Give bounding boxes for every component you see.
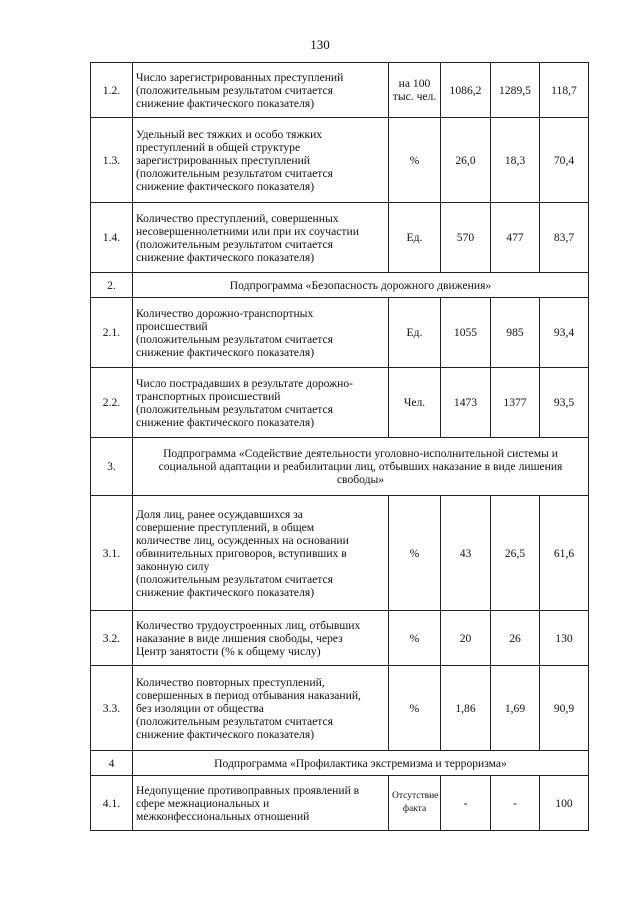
description-line: Количество трудоустроенных лиц, отбывших [136,618,361,632]
table-row [91,118,589,203]
unit-cell: Ед. [389,298,441,368]
row-number: 1.3. [91,118,133,203]
description-line: снижение фактического показателя) [136,96,315,110]
description-line: Удельный вес тяжких и особо тяжких [136,127,323,141]
planned-value: - [441,776,491,831]
description-line: зарегистрированных преступлений [136,153,310,167]
row-number: 3.1. [91,496,133,611]
description-line: Количество повторных преступлений, [136,675,325,689]
unit-cell: Чел. [389,368,441,438]
description-line: снижение фактического показателя) [136,727,315,741]
actual-value: 26 [491,611,540,666]
actual-value: - [491,776,540,831]
indicator-description [133,118,389,203]
table-row [91,496,589,611]
description-line: происшествий [136,319,208,333]
description-line: (положительным результатом считается [136,237,333,251]
row-number: 2.1. [91,298,133,368]
indicator-description [133,63,389,118]
description-line: преступлений в общей структуре [136,140,301,154]
section-row [91,273,589,298]
row-number: 4.1. [91,776,133,831]
description-line: снижение фактического показателя) [136,345,315,359]
description-line: (положительным результатом считается [136,332,333,346]
achievement-percent: 90,9 [540,666,589,751]
description-line: снижение фактического показателя) [136,250,315,264]
achievement-percent: 93,5 [540,368,589,438]
description-line: (положительным результатом считается [136,166,333,180]
section-title: Подпрограмма «Профилактика экстремизма и терроризма» [133,751,589,776]
unit-cell: на 100 тыс. чел. [389,63,441,118]
indicators-table-body [91,63,589,831]
indicator-description [133,666,389,751]
unit-cell: % [389,611,441,666]
unit-cell: Отсутствие факта [389,776,441,831]
section-title: Подпрограмма «Содействие деятельности уголовно-исполнительной системы и социальной адаптации и реабилитации лиц, отбывших наказание в виде лишения свободы» [133,438,589,496]
achievement-percent: 100 [540,776,589,831]
row-number: 1.2. [91,63,133,118]
indicator-description [133,368,389,438]
planned-value: 26,0 [441,118,491,203]
actual-value: 1289,5 [491,63,540,118]
description-line: Недопущение противоправных проявлений в [136,783,360,797]
description-line: законную силу [136,559,210,573]
description-line: снижение фактического показателя) [136,415,315,429]
description-line: совершенных в период отбывания наказаний, [136,688,361,702]
unit-cell: % [389,666,441,751]
table-row [91,368,589,438]
row-number: 3.2. [91,611,133,666]
planned-value: 1473 [441,368,491,438]
row-number: 4 [91,751,133,776]
row-number: 1.4. [91,203,133,273]
table-row [91,611,589,666]
description-line: обвинительных приговоров, вступивших в [136,546,347,560]
row-number: 2.2. [91,368,133,438]
section-row [91,438,589,496]
description-line: Количество преступлений, совершенных [136,211,339,225]
description-line: Доля лиц, ранее осуждавшихся за [136,507,303,521]
description-line: количестве лиц, осужденных на основании [136,533,349,547]
table-row [91,203,589,273]
achievement-percent: 83,7 [540,203,589,273]
description-line: снижение фактического показателя) [136,585,315,599]
unit-cell: % [389,118,441,203]
indicators-table [90,62,589,831]
description-line: без изоляции от общества [136,701,264,715]
planned-value: 1086,2 [441,63,491,118]
description-line: (положительным результатом считается [136,714,333,728]
achievement-percent: 93,4 [540,298,589,368]
table-row [91,666,589,751]
planned-value: 20 [441,611,491,666]
indicator-description [133,496,389,611]
achievement-percent: 70,4 [540,118,589,203]
section-title: Подпрограмма «Безопасность дорожного движения» [133,273,589,298]
indicator-description [133,298,389,368]
indicator-description [133,611,389,666]
description-line: Количество дорожно-транспортных [136,306,314,320]
page-number: 130 [310,37,330,52]
unit-cell: Ед. [389,203,441,273]
description-line: (положительным результатом считается [136,83,333,97]
planned-value: 1,86 [441,666,491,751]
planned-value: 1055 [441,298,491,368]
row-number: 3.3. [91,666,133,751]
description-line: межконфессиональных отношений [136,809,310,823]
description-line: (положительным результатом считается [136,572,333,586]
actual-value: 477 [491,203,540,273]
actual-value: 1377 [491,368,540,438]
achievement-percent: 118,7 [540,63,589,118]
description-line: Число пострадавших в результате дорожно- [136,376,354,390]
description-line: (положительным результатом считается [136,402,333,416]
table-row [91,776,589,831]
table-row [91,298,589,368]
actual-value: 18,3 [491,118,540,203]
description-line: наказание в виде лишения свободы, через [136,631,343,645]
actual-value: 1,69 [491,666,540,751]
indicator-description [133,203,389,273]
description-line: Число зарегистрированных преступлений [136,70,344,84]
description-line: несовершеннолетними или при их соучастии [136,224,359,238]
achievement-percent: 130 [540,611,589,666]
actual-value: 985 [491,298,540,368]
planned-value: 570 [441,203,491,273]
achievement-percent: 61,6 [540,496,589,611]
row-number: 2. [91,273,133,298]
description-line: совершение преступлений, в общем [136,520,315,534]
section-row [91,751,589,776]
description-line: Центр занятости (% к общему числу) [136,644,321,658]
indicator-description [133,776,389,831]
row-number: 3. [91,438,133,496]
description-line: сфере межнациональных и [136,796,270,810]
unit-cell: % [389,496,441,611]
planned-value: 43 [441,496,491,611]
actual-value: 26,5 [491,496,540,611]
description-line: транспортных происшествий [136,389,281,403]
table-row [91,63,589,118]
description-line: снижение фактического показателя) [136,179,315,193]
